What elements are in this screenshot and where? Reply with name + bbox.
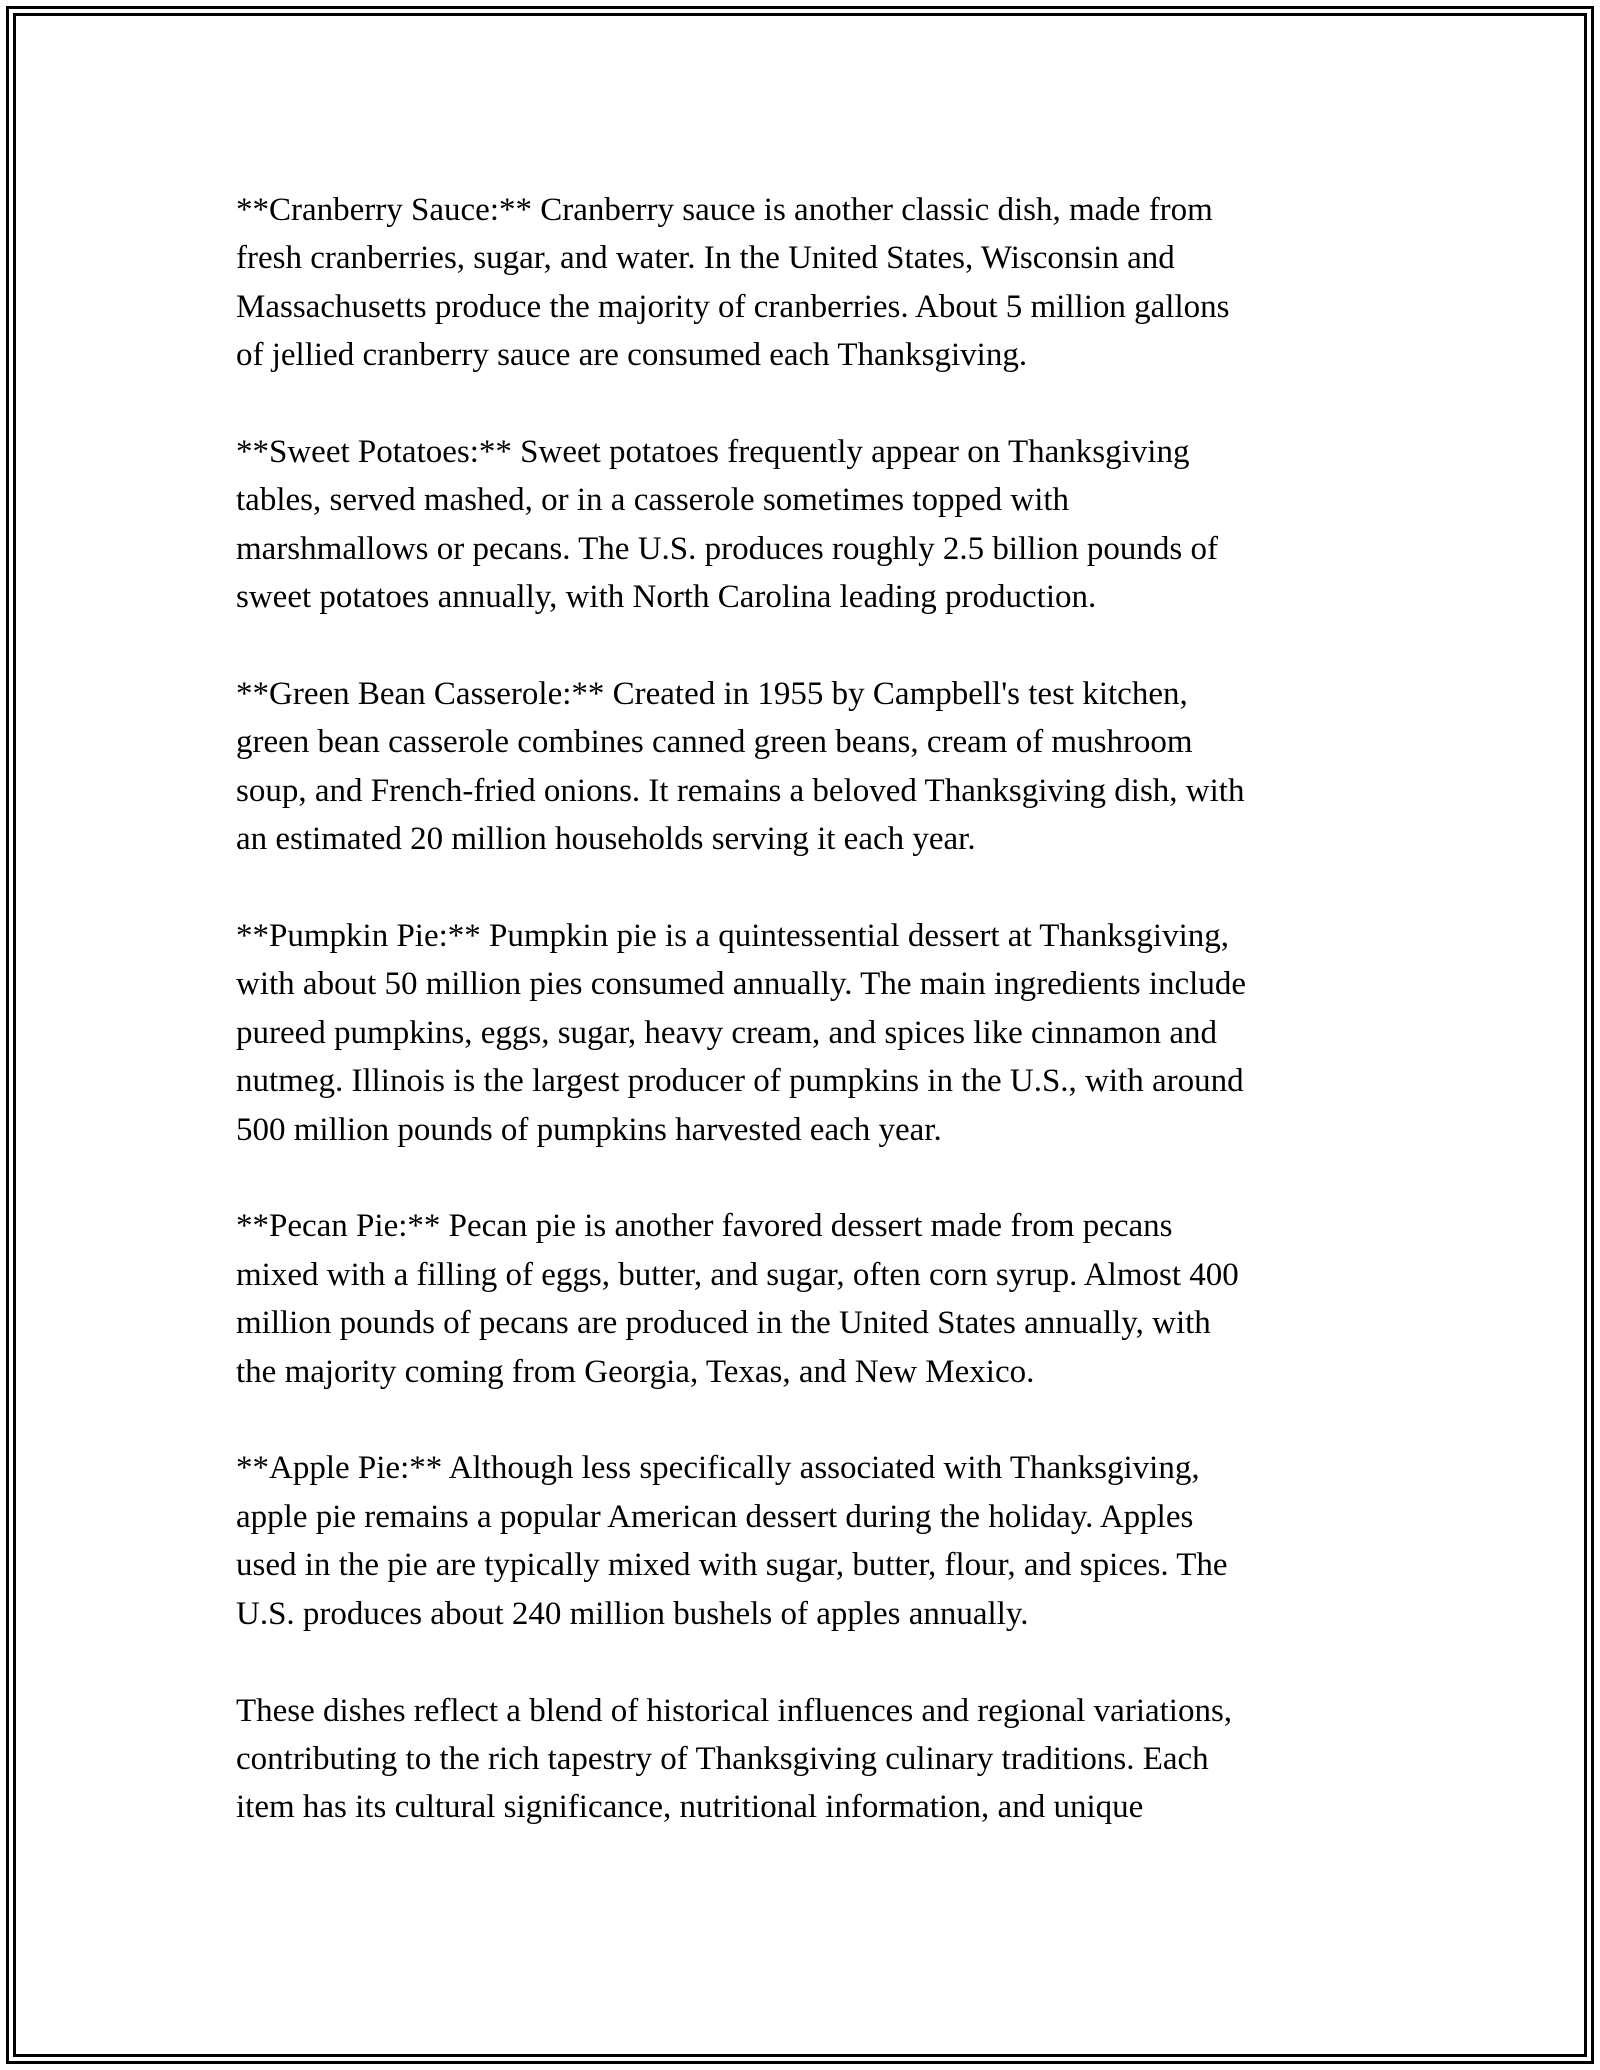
paragraph-green-bean-casserole: **Green Bean Casserole:** Created in 1955 by Campbell's test kitchen, green bean casserole combines canned green beans, cream of mushroom soup, and French-fried onions. It remains a beloved Thanksgiving dish, with an estimated 20 million households serving it each year.	[236, 676, 1245, 858]
paragraph-sweet-potatoes: **Sweet Potatoes:** Sweet potatoes frequently appear on Thanksgiving tables, served mashed, or in a casserole sometimes topped with marshmallows or pecans. The U.S. produces roughly 2.5 billion pounds of sweet potatoes annually, with North Carolina leading production.	[236, 434, 1218, 616]
paragraph-pumpkin-pie: **Pumpkin Pie:** Pumpkin pie is a quintessential dessert at Thanksgiving, with about 50 million pies consumed annually. The main ingredients include pureed pumpkins, eggs, sugar, heavy cream, and spices like cinnamon and nutmeg. Illinois is the largest producer of pumpkins in the U.S., with around 500 million pounds of pumpkins harvested each year.	[236, 918, 1246, 1148]
document-body	[236, 186, 1376, 1832]
paragraph-apple-pie: **Apple Pie:** Although less specifically associated with Thanksgiving, apple pie remains a popular American dessert during the holiday. Apples used in the pie are typically mixed with sugar, butter, flour, and spices. The U.S. produces about 240 million bushels of apples annually.	[236, 1450, 1228, 1632]
paragraph-conclusion: These dishes reflect a blend of historical influences and regional variations, contributing to the rich tapestry of Thanksgiving culinary traditions. Each item has its cultural significance, nutritional information, and unique	[236, 1692, 1233, 1826]
paragraph-pecan-pie: **Pecan Pie:** Pecan pie is another favored dessert made from pecans mixed with a filling of eggs, butter, and sugar, often corn syrup. Almost 400 million pounds of pecans are produced in the United States annually, with the majority coming from Georgia, Texas, and New Mexico.	[236, 1208, 1239, 1390]
paragraph-cranberry-sauce: **Cranberry Sauce:** Cranberry sauce is another classic dish, made from fresh cranberries, sugar, and water. In the United States, Wisconsin and Massachusetts produce the majority of cranberries. About 5 million gallons of jellied cranberry sauce are consumed each Thanksgiving.	[236, 192, 1230, 374]
